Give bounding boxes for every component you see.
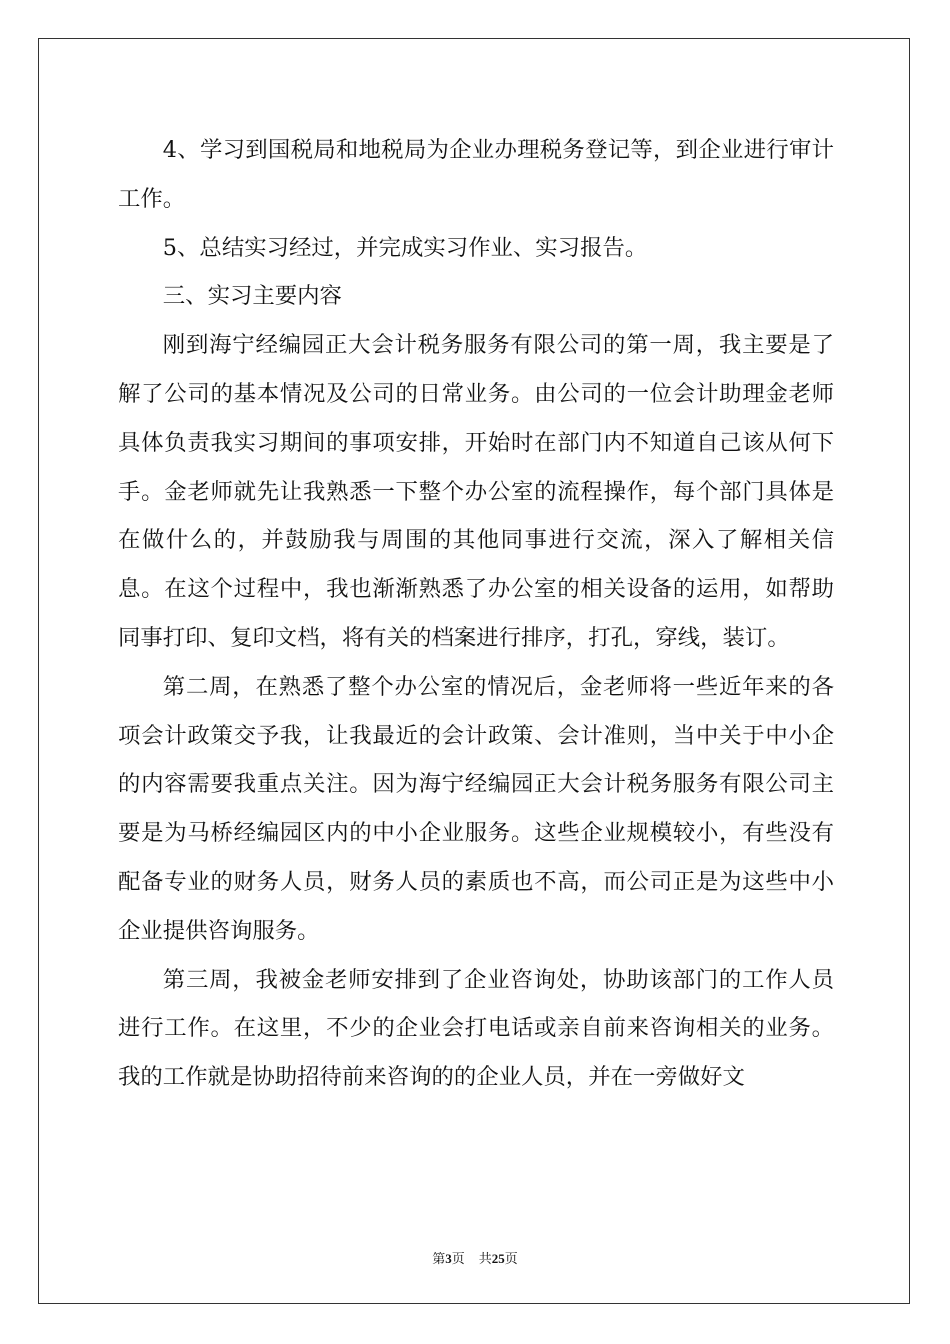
paragraph-tasks-4: 4、学习到国税局和地税局为企业办理税务登记等，到企业进行审计工作。: [118, 137, 834, 212]
document-body: [118, 126, 834, 1102]
footer-page-suffix: 页: [451, 1252, 465, 1267]
footer-page-total: 25: [491, 1251, 505, 1266]
footer-page-current: 3: [445, 1251, 452, 1266]
footer-total-prefix: 共: [478, 1252, 492, 1267]
paragraph-week-1: 刚到海宁经编园正大会计税务服务有限公司的第一周，我主要是了解了公司的基本情况及公司的日常业务。由公司的一位会计助理金老师具体负责我实习期间的事项安排，开始时在部门内不知道自己该从何下手。金老师就先让我熟悉一下整个办公室的流程操作，每个部门具体是在做什么的，并鼓励我与周围的其他同事进行交流，深入了解相关信息。在这个过程中，我也渐渐熟悉了办公室的相关设备的运用，如帮助同事打印、复印文档，将有关的档案进行排序，打孔，穿线，装订。: [118, 332, 834, 651]
paragraph-week-2: 第二周，在熟悉了整个办公室的情况后，金老师将一些近年来的各项会计政策交予我，让我最近的会计政策、会计准则，当中关于中小企的内容需要我重点关注。因为海宁经编园正大会计税务服务有限公司主要是为马桥经编园区内的中小企业服务。这些企业规模较小，有些没有配备专业的财务人员，财务人员的素质也不高，而公司正是为这些中小企业提供咨询服务。: [118, 673, 834, 944]
page-footer: [0, 1248, 950, 1267]
footer-page-prefix: 第: [432, 1252, 446, 1267]
paragraph-tasks-5: 5、总结实习经过，并完成实习作业、实习报告。: [162, 234, 648, 261]
section-heading: 三、实习主要内容: [162, 283, 342, 310]
footer-total-suffix: 页: [504, 1252, 518, 1267]
paragraph-week-3: 第三周，我被金老师安排到了企业咨询处，协助该部门的工作人员进行工作。在这里，不少的企业会打电话或亲自前来咨询相关的业务。我的工作就是协助招待前来咨询的的企业人员，并在一旁做好文: [118, 966, 834, 1091]
